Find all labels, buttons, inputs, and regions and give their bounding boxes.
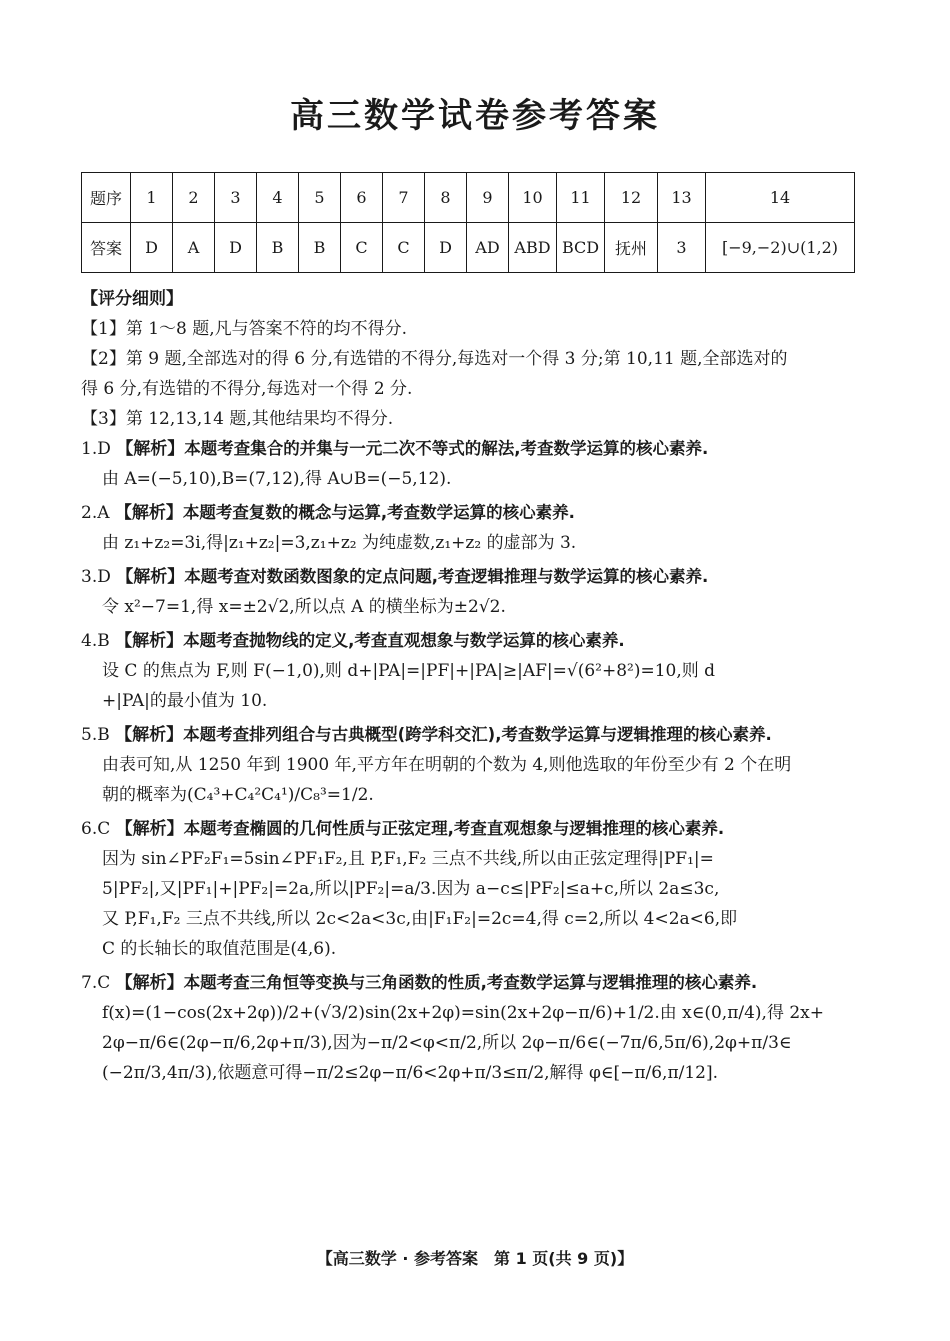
solution-description: 本题考查排列组合与古典概型(跨学科交汇),考查数学运算与逻辑推理的核心素养. <box>183 725 772 744</box>
solution-header <box>81 434 861 464</box>
solution-line: (−2π/3,4π/3),依题意可得−π/2≤2φ−π/6<2φ+π/3≤π/2,解得 φ∈[−π/6,π/12]. <box>102 1063 719 1083</box>
solution-1 <box>81 434 861 494</box>
solution-description: 本题考查复数的概念与运算,考查数学运算的核心素养. <box>182 503 575 522</box>
question-answer: 3.D <box>81 567 111 587</box>
number-cell: 7 <box>383 173 425 223</box>
solution-line: 又 P,F₁,F₂ 三点不共线,所以 2c<2a<3c,由|F₁F₂|=2c=4,得 c=2,所以 4<2a<6,即 <box>102 909 738 929</box>
solution-header <box>81 968 861 998</box>
solution-header <box>81 814 861 844</box>
analysis-tag: 【解析】 <box>115 819 184 839</box>
solution-header <box>81 626 861 656</box>
analysis-tag: 【解析】 <box>116 567 185 587</box>
number-cell: 5 <box>299 173 341 223</box>
answer-cell: D <box>131 223 173 273</box>
answer-cell: D <box>425 223 467 273</box>
answer-cell: B <box>299 223 341 273</box>
number-cell: 4 <box>257 173 299 223</box>
answer-cell: 3 <box>658 223 706 273</box>
solution-2 <box>81 498 861 558</box>
answer-cell: AD <box>467 223 509 273</box>
answer-cell: D <box>215 223 257 273</box>
solution-description: 本题考查椭圆的几何性质与正弦定理,考查直观想象与逻辑推理的核心素养. <box>183 819 725 838</box>
row-header-number: 题序 <box>82 173 131 223</box>
solution-line: 5|PF₂|,又|PF₁|+|PF₂|=2a,所以|PF₂|=a/3.因为 a−c≤|PF₂|≤a+c,所以 2a≤3c, <box>102 879 720 899</box>
question-answer: 6.C <box>81 819 111 839</box>
analysis-tag: 【解析】 <box>114 503 183 523</box>
analysis-tag: 【解析】 <box>115 973 184 993</box>
answer-cell: ABD <box>509 223 557 273</box>
question-answer: 5.B <box>81 725 110 745</box>
solution-description: 本题考查三角恒等变换与三角函数的性质,考查数学运算与逻辑推理的核心素养. <box>183 973 758 992</box>
answer-cell: 抚州 <box>605 223 658 273</box>
answer-row <box>82 223 855 273</box>
analysis-tag: 【解析】 <box>116 439 185 459</box>
row-header-answer: 答案 <box>82 223 131 273</box>
answer-table <box>81 172 855 273</box>
number-cell: 13 <box>658 173 706 223</box>
question-answer: 2.A <box>81 503 110 523</box>
rules-heading: 【评分细则】 <box>81 289 183 309</box>
question-answer: 1.D <box>81 439 111 459</box>
number-cell: 1 <box>131 173 173 223</box>
solution-description: 本题考查集合的并集与一元二次不等式的解法,考查数学运算的核心素养. <box>184 439 709 458</box>
number-cell: 12 <box>605 173 658 223</box>
analysis-tag: 【解析】 <box>115 725 184 745</box>
solution-line: 由 A=(−5,10),B=(7,12),得 A∪B=(−5,12). <box>102 469 452 489</box>
solution-line: 由表可知,从 1250 年到 1900 年,平方年在明朝的个数为 4,则他选取的年份至少有 2 个在明 <box>102 755 792 775</box>
solution-line: 因为 sin∠PF₂F₁=5sin∠PF₁F₂,且 P,F₁,F₂ 三点不共线,所以由正弦定理得|PF₁|= <box>102 849 714 869</box>
solution-header <box>81 498 861 528</box>
solution-line: 朝的概率为(C₄³+C₄²C₄¹)/C₈³=1/2. <box>102 785 374 805</box>
number-cell: 2 <box>173 173 215 223</box>
solution-line: 令 x²−7=1,得 x=±2√2,所以点 A 的横坐标为±2√2. <box>102 597 506 617</box>
answer-cell: [−9,−2)∪(1,2) <box>706 223 855 273</box>
page-footer: 【高三数学 · 参考答案 第 1 页(共 9 页)】 <box>316 1249 634 1268</box>
solution-line: C 的长轴长的取值范围是(4,6). <box>102 939 337 959</box>
answer-cell: C <box>383 223 425 273</box>
solution-4 <box>81 626 861 716</box>
number-cell: 8 <box>425 173 467 223</box>
solution-description: 本题考查对数函数图象的定点问题,考查逻辑推理与数学运算的核心素养. <box>184 567 709 586</box>
answer-cell: C <box>341 223 383 273</box>
solution-line: 设 C 的焦点为 F,则 F(−1,0),则 d+|PA|=|PF|+|PA|≥|AF|=√(6²+8²)=10,则 d <box>102 661 716 681</box>
rule-line: 得 6 分,有选错的不得分,每选对一个得 2 分. <box>81 379 413 399</box>
analysis-tag: 【解析】 <box>115 631 184 651</box>
solution-line: 2φ−π/6∈(2φ−π/6,2φ+π/3),因为−π/2<φ<π/2,所以 2φ−π/6∈(−7π/6,5π/6),2φ+π/3∈ <box>102 1033 792 1053</box>
number-cell: 3 <box>215 173 257 223</box>
number-cell: 11 <box>557 173 605 223</box>
question-answer: 4.B <box>81 631 110 651</box>
number-cell: 14 <box>706 173 855 223</box>
content-body <box>81 284 861 1088</box>
number-cell: 6 <box>341 173 383 223</box>
answer-cell: A <box>173 223 215 273</box>
solution-header <box>81 720 861 750</box>
rule-line: 【2】第 9 题,全部选对的得 6 分,有选错的不得分,每选对一个得 3 分;第 10,11 题,全部选对的 <box>81 349 788 369</box>
number-row <box>82 173 855 223</box>
solution-line: 由 z₁+z₂=3i,得|z₁+z₂|=3,z₁+z₂ 为纯虚数,z₁+z₂ 的虚部为 3. <box>102 533 577 553</box>
solution-7 <box>81 968 861 1088</box>
solution-6 <box>81 814 861 964</box>
solution-line: +|PA|的最小值为 10. <box>102 691 268 711</box>
solution-description: 本题考查抛物线的定义,考查直观想象与数学运算的核心素养. <box>183 631 625 650</box>
number-cell: 10 <box>509 173 557 223</box>
page-title: 高三数学试卷参考答案 <box>290 96 660 136</box>
number-cell: 9 <box>467 173 509 223</box>
solution-5 <box>81 720 861 810</box>
question-answer: 7.C <box>81 973 111 993</box>
answer-cell: B <box>257 223 299 273</box>
solution-3 <box>81 562 861 622</box>
answer-cell: BCD <box>557 223 605 273</box>
rule-line: 【3】第 12,13,14 题,其他结果均不得分. <box>81 409 394 429</box>
rule-line: 【1】第 1～8 题,凡与答案不符的均不得分. <box>81 319 408 339</box>
solution-line: f(x)=(1−cos(2x+2φ))/2+(√3/2)sin(2x+2φ)=sin(2x+2φ−π/6)+1/2.由 x∈(0,π/4),得 2x+ <box>102 1003 824 1023</box>
solution-header <box>81 562 861 592</box>
